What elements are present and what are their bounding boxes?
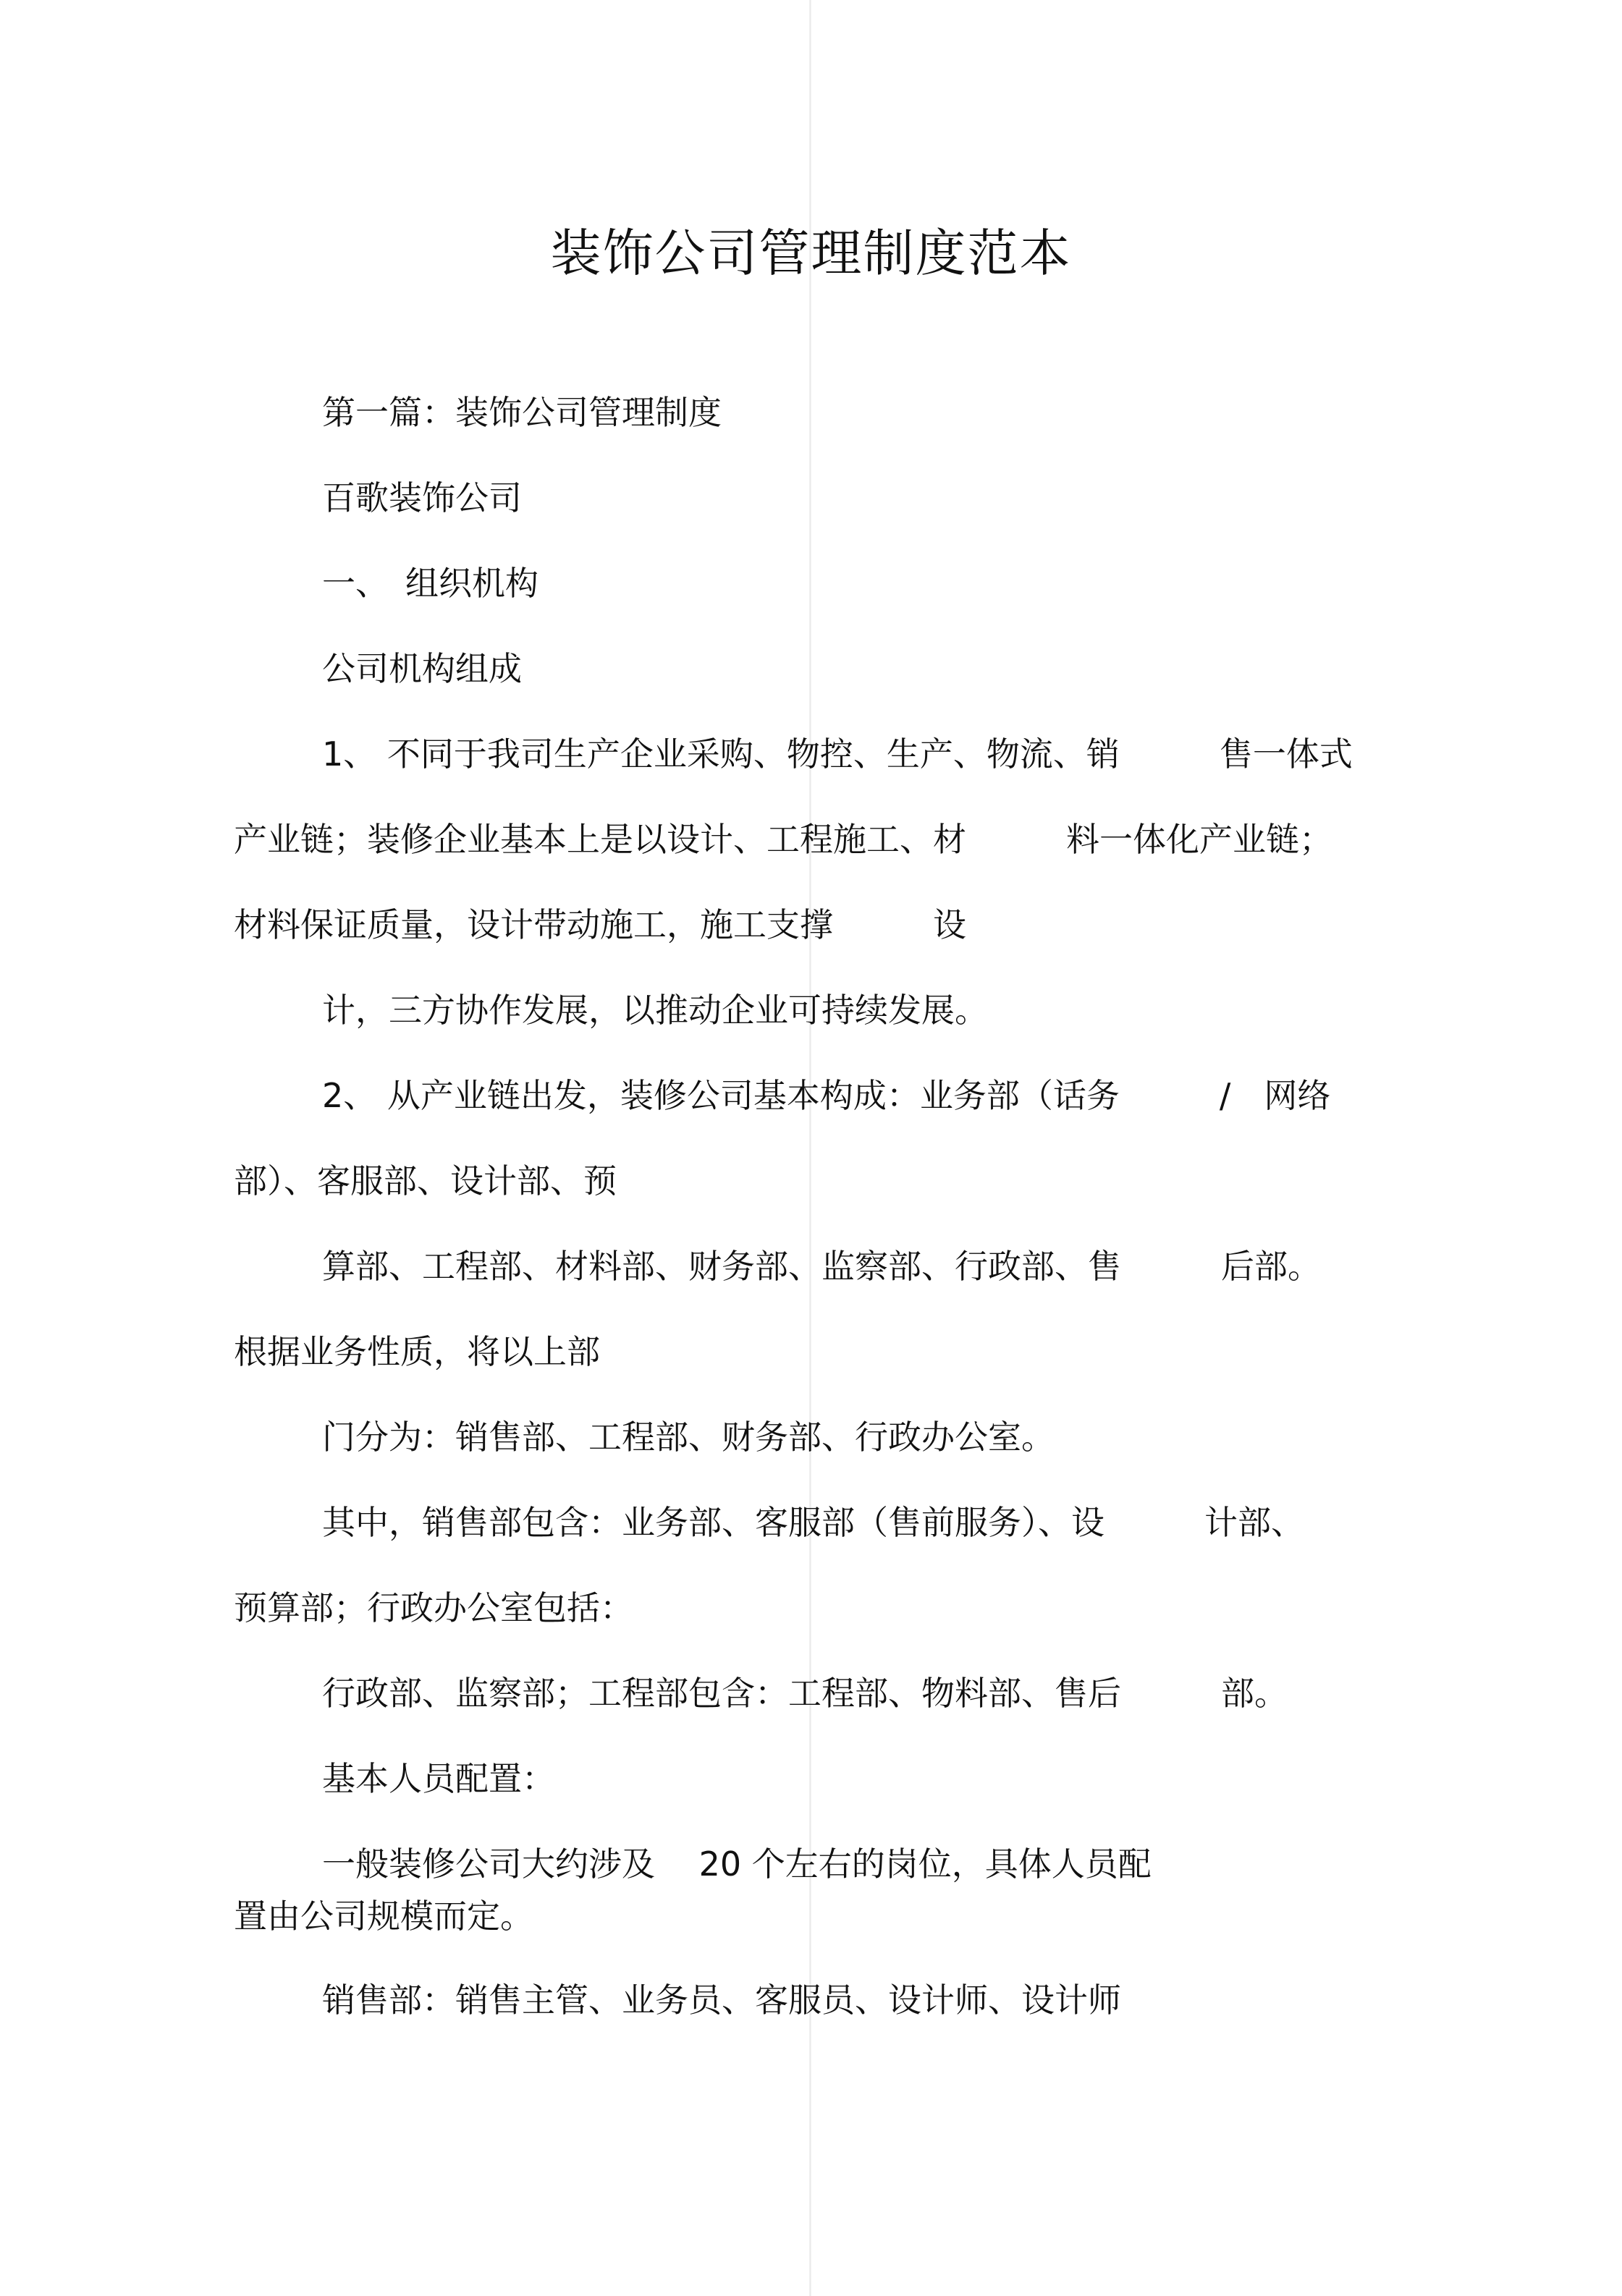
- text-line-7: 材料保证质量，设计带动施工，施工支撑 设: [234, 905, 966, 944]
- text-line-20: 销售部：销售主管、业务员、客服员、设计师、设计师: [322, 1981, 1121, 2020]
- text-line-18: 一般装修公司大约涉及 20 个左右的岗位，具体人员配: [322, 1844, 1152, 1884]
- text-line-12: 根据业务性质，将以上部: [234, 1332, 600, 1371]
- text-line-9: 2、 从产业链出发，装修公司基本构成：业务部（话务 / 网络: [322, 1076, 1331, 1115]
- text-line-1: 第一篇：装饰公司管理制度: [322, 393, 722, 432]
- text-line-15: 预算部；行政办公室包括：: [234, 1588, 633, 1627]
- text-line-3: 一、 组织机构: [322, 564, 538, 603]
- text-line-10: 部）、客服部、设计部、预: [234, 1161, 617, 1200]
- text-line-4: 公司机构组成: [322, 649, 522, 688]
- document-title: 装饰公司管理制度范本: [550, 224, 1072, 283]
- text-line-19: 置由公司规模而定。: [234, 1897, 533, 1936]
- text-line-5: 1、 不同于我司生产企业采购、物控、生产、物流、销 售一体式: [322, 734, 1353, 774]
- page-fold-shadow: [809, 0, 811, 2296]
- text-line-17: 基本人员配置：: [322, 1759, 555, 1798]
- text-line-14: 其中，销售部包含：业务部、客服部（售前服务）、设 计部、: [322, 1503, 1304, 1542]
- text-line-6: 产业链；装修企业基本上是以设计、工程施工、材 料一体化产业链；: [234, 820, 1332, 859]
- text-line-13: 门分为：销售部、工程部、财务部、行政办公室。: [322, 1418, 1055, 1457]
- text-line-11: 算部、工程部、材料部、财务部、监察部、行政部、售 后部。: [322, 1247, 1321, 1286]
- text-line-2: 百歌装饰公司: [322, 478, 522, 517]
- text-line-16: 行政部、监察部；工程部包含：工程部、物料部、售后 部。: [322, 1674, 1288, 1713]
- text-line-8: 计，三方协作发展，以推动企业可持续发展。: [322, 991, 988, 1030]
